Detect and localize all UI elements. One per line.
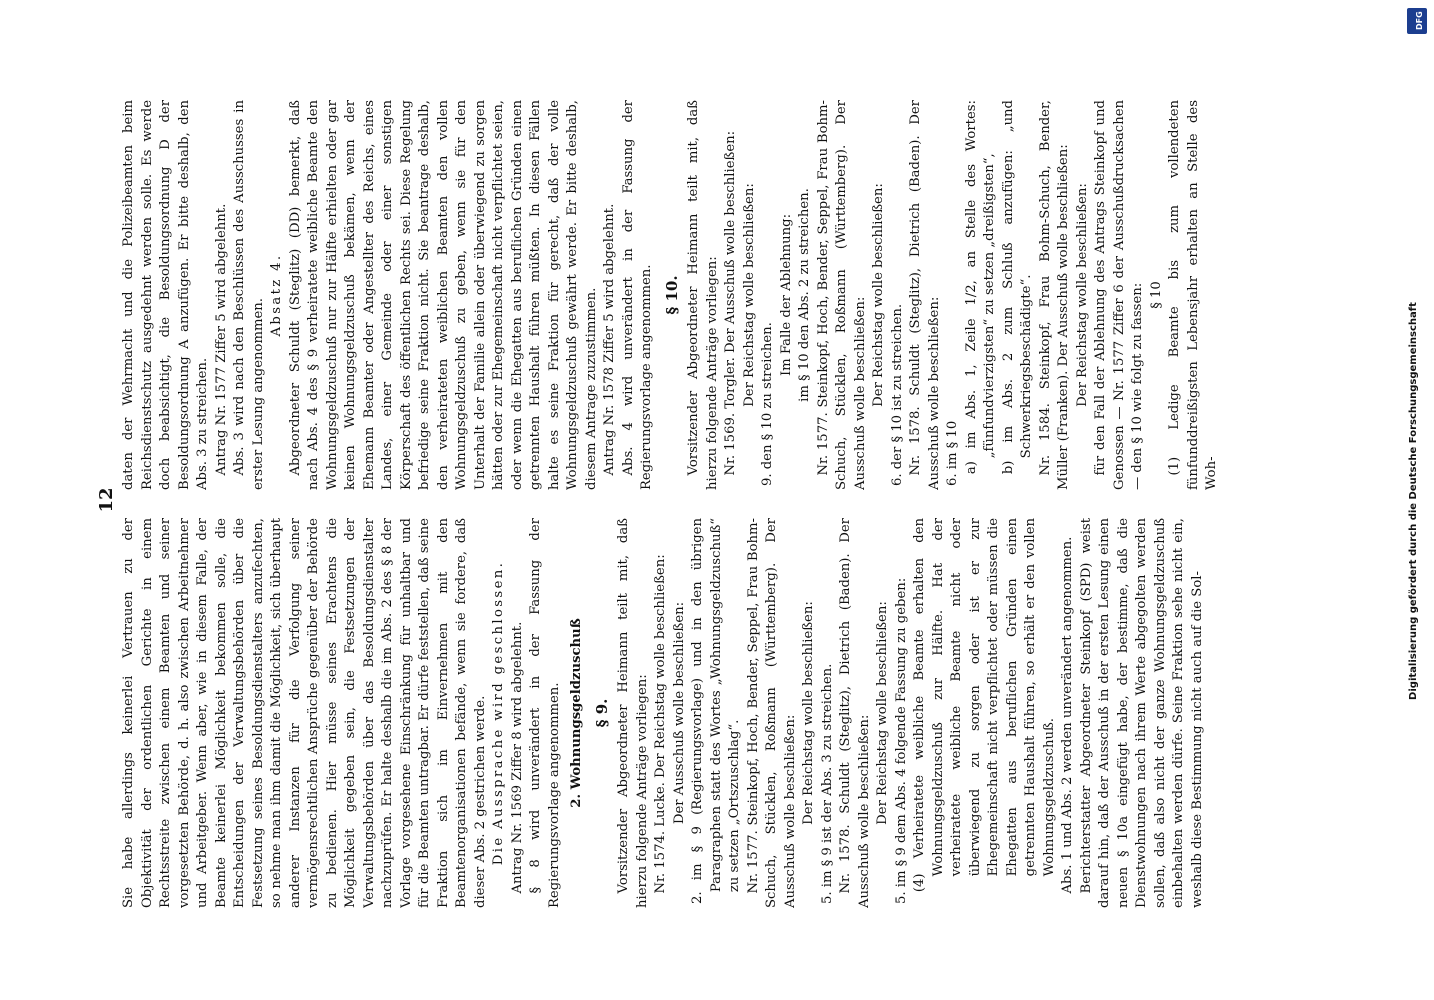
left-column [120, 518, 1300, 908]
dfg-logo: DFG [1407, 8, 1427, 34]
paragraph: Der Reichstag wolle beschließen: [801, 601, 816, 825]
credit-strip [1404, 0, 1428, 1000]
paragraph: Die Aussprache wird geschlossen. [491, 560, 506, 866]
paragraph: Der Reichstag wolle beschließen: [875, 601, 890, 825]
paragraph: 5. im § 9 dem Abs. 4 folgende Fassung zu geben: [893, 577, 909, 905]
paragraph: Abs. 4 wird unverändert in der Fassung der Regierungsvorlage angenommen. [620, 100, 654, 490]
paragraph: Nr. 1574. Lucke. Der Reichstag wolle beschließen: [653, 554, 668, 894]
paragraph: Nr. 1578. Schuldt (Steglitz), Dietrich (Baden). Der Ausschuß wolle beschließen: [838, 518, 872, 908]
paragraph: im § 10 den Abs. 2 zu streichen. [797, 188, 812, 402]
paragraph: 2. Wohnungsgeldzuschuß [569, 618, 584, 808]
right-column [120, 100, 1300, 490]
paragraph: § 9. [592, 698, 611, 728]
paragraph: Abs. 3 wird nach den Beschlüssen des Ausschusses in erster Lesung angenommen. [232, 100, 266, 490]
paragraph: Im Falle der Ablehnung: [778, 213, 794, 377]
paragraph: § 10 [1148, 281, 1164, 309]
paragraph: (1) Ledige Beamte bis zum vollendeten fünfunddreißigsten Lebensjahr erhalten an Stelle des Woh- [1167, 100, 1219, 490]
paragraph: b) im Abs. 2 zum Schluß anzufügen: „und Schwerkriegsbeschädigte“. [1000, 100, 1034, 475]
credit-text: Digitalisierung gefördert durch die Deutsche Forschungsgemeinschaft [1408, 302, 1419, 700]
paragraph: § 10. [662, 275, 681, 315]
paragraph: Nr. 1577. Steinkopf, Hoch, Bender, Seppel, Frau Bohm-Schuch, Stücklen, Roßmann (Württemberg). Der Ausschuß wolle beschließen: [815, 100, 868, 490]
paragraph: Der Ausschuß wolle beschließen: [671, 601, 687, 825]
page-number: 12 [96, 487, 117, 513]
paragraph: Antrag Nr. 1577 Ziffer 5 wird abgelehnt. [213, 203, 229, 476]
paragraph: Der Reichstag wolle beschließen: [871, 183, 886, 407]
paragraph: 9. den § 10 zu streichen. [760, 322, 775, 487]
paragraph: Abs. 1 und Abs. 2 werden unverändert angenommen. [1060, 536, 1075, 894]
paragraph: Nr. 1569. Torgler. Der Ausschuß wolle beschließen: [723, 130, 738, 476]
paragraph: Berichterstatter Abgeordneter Steinkopf (SPD) weist darauf hin, daß der Ausschuß in der ersten Lesung einen neuen § 10a eingefügt habe, der bestimme, daß die Dienstwohnungen nach ihrem Werte abgegolten werden sollen, daß also nicht der ganze Wohnungsgeldzuschuß einbehalten werden dürfe. Seine Fraktion sehe nicht ein, weshalb diese Bestimmung nicht auch auf die Sol- [1078, 518, 1205, 908]
paragraph: Der Reichstag wolle beschließen: [1074, 183, 1090, 407]
paragraph: Antrag Nr. 1569 Ziffer 8 wird abgelehnt. [509, 621, 525, 894]
paragraph: Nr. 1584. Steinkopf, Frau Bohm-Schuch, Bender, Müller (Franken). Der Ausschuß wolle beschließen: [1037, 100, 1071, 490]
paragraph: Vorsitzender Abgeordneter Heimann teilt mit, daß hierzu folgende Anträge vorliegen: [686, 100, 720, 490]
paragraph: 6. der § 10 ist zu streichen. [889, 303, 905, 487]
paragraph: 6. im § 10 [945, 420, 960, 487]
paragraph: daten der Wehrmacht und die Polizeibeamten beim Reichsdienstschutz ausgedehnt werden solle. Es werde doch beabsichtigt, die Besoldungsordnung D der Besoldungsordnung A anzufügen. Er bitte deshalb, den Abs. 3 zu streichen. [121, 100, 210, 490]
paragraph: § 8 wird unverändert in der Fassung der Regierungsvorlage angenommen. [528, 518, 562, 908]
paragraph: Nr. 1577. Steinkopf, Hoch, Bender, Seppel, Frau Bohm-Schuch, Stücklen, Roßmann (Württemberg). Der Ausschuß wolle beschließen: [745, 518, 798, 908]
paragraph: Sie habe allerdings keinerlei Vertrauen zu der Objektivität der ordentlichen Gerichte in einem Rechtsstreite zwischen einem Beamten und seiner vorgesetzten Behörde, d. h. also zwischen Arbeitnehmer und Arbeitgeber. Wenn aber, wie in diesem Falle, der Beamte keinerlei Möglichkeit bekommen solle, die Entscheidungen der Verwaltungsbehörden über die Festsetzung seines Besoldungsdienstalters anzufechten, so nehme man ihm damit die Möglichkeit, sich überhaupt anderer Instanzen für die Verfolgung seiner vermögensrechtlichen Ansprüche gegenüber der Behörde zu bedienen. Hier müsse seines Erachtens die Möglichkeit gegeben sein, die Festsetzungen der Verwaltungsbehörden über das Besoldungsdienstalter nachzuprüfen. Er halte deshalb die im Abs. 2 des § 8 der Vorlage vorgesehene Einschränkung für unhaltbar und für die Beamten untragbar. Er dürfe feststellen, daß seine Fraktion sich im Einvernehmen mit den Beamtenorganisationen befände, wenn sie fordere, daß dieser Abs. 2 gestrichen werde. [121, 518, 488, 908]
paragraph: 5. im § 9 ist der Abs. 3 zu streichen. [819, 663, 835, 905]
paragraph: Abgeordneter Schuldt (Steglitz) (DD) bemerkt, daß nach Abs. 4 des § 9 verheiratete weibliche Beamte den Wohnungsgeldzuschuß nur zur Hälfte erhielten oder gar keinen Wohnungsgeldzuschuß bekämen, wenn der Ehemann Beamter oder Angestellter des Reichs, eines Landes, einer Gemeinde oder einer sonstigen Körperschaft des öffentlichen Rechts sei. Diese Regelung befriedige seine Fraktion nicht. Sie beantrage deshalb, den verheirateten weiblichen Beamten den vollen Wohnungsgeldzuschuß zu geben, wenn sie für den Unterhalt der Familie allein oder überwiegend zu sorgen hätten oder zur Ehegemeinschaft nicht verpflichtet seien, oder wenn die Ehegatten aus beruflichen Gründen einen getrennten Haushalt führen müßten. In diesen Fällen halte es seine Fraktion für gerecht, daß der volle Wohnungsgeldzuschuß gewährt werde. Er bitte deshalb, diesem Antrage zuzustimmen. [287, 100, 599, 490]
paragraph: (4) Verheiratete weibliche Beamte erhalten den Wohnungsgeldzuschuß zur Hälfte. Hat der verheiratete weibliche Beamte nicht oder überwiegend zu sorgen oder ist er zur Ehegemeinschaft nicht verpflichtet oder müssen die Ehegatten aus beruflichen Gründen einen getrennten Haushalt führen, so erhält er den vollen Wohnungsgeldzuschuß. [912, 518, 1057, 893]
paragraph: Absatz 4. [269, 253, 284, 337]
paragraph: für den Fall der Ablehnung des Antrags Steinkopf und Genossen — Nr. 1577 Ziffer 6 der Ausschußdrucksachen — den § 10 wie folgt zu fassen: [1093, 100, 1145, 490]
paragraph: Vorsitzender Abgeordneter Heimann teilt mit, daß hierzu folgende Anträge vorliegen: [616, 518, 650, 908]
paragraph: Antrag Nr. 1578 Ziffer 5 wird abgelehnt. [602, 203, 617, 476]
paragraph: Nr. 1578. Schuldt (Steglitz), Dietrich (Baden). Der Ausschuß wolle beschließen: [908, 100, 942, 490]
paragraph: 2. im § 9 (Regierungsvorlage) und in den übrigen Paragraphen statt des Wortes „Wohnungsgeldzuschuß“ zu setzen „Ortszuschlag“. [690, 518, 742, 905]
paragraph: a) im Abs. 1, Zeile 1/2, an Stelle des Wortes: „fünfundvierzigsten“ zu setzen „dreißigsten“, [963, 100, 997, 475]
paragraph: Der Reichstag wolle beschließen: [741, 183, 757, 407]
